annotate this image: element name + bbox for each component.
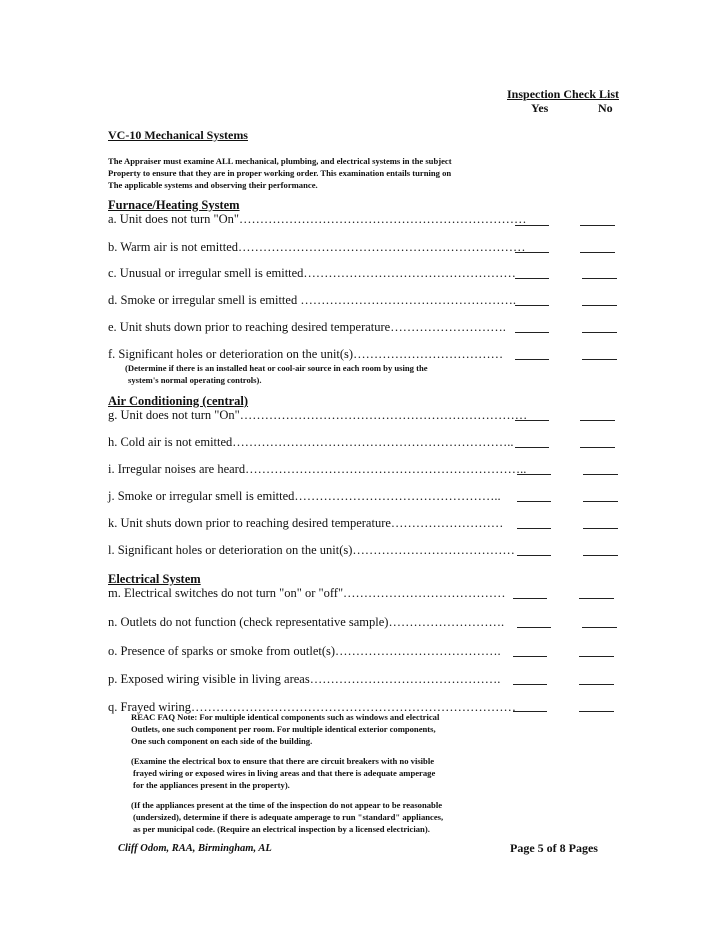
checklist-item: d. Smoke or irregular smell is emitted ……………………………………………. xyxy=(108,293,516,307)
no-checkbox-blank[interactable] xyxy=(582,278,617,279)
yes-checkbox-blank[interactable] xyxy=(513,684,547,685)
footer-page-number: Page 5 of 8 Pages xyxy=(510,841,598,855)
checklist-title: Inspection Check List xyxy=(507,87,620,101)
checklist-item: p. Exposed wiring visible in living areas………………………………………. xyxy=(108,672,501,686)
electrical-box-note-line-1: (Examine the electrical box to ensure that there are circuit breakers with no visible xyxy=(131,756,435,766)
electrical-box-note-line-2: frayed wiring or exposed wires in living areas and that there is adequate amperage xyxy=(133,768,436,778)
checklist-item: o. Presence of sparks or smoke from outlet(s)…………………………………. xyxy=(108,644,501,658)
yes-checkbox-blank[interactable] xyxy=(515,447,549,448)
no-checkbox-blank[interactable] xyxy=(583,501,618,502)
no-checkbox-blank[interactable] xyxy=(579,711,614,712)
checklist-item: n. Outlets do not function (check representative sample)………………………. xyxy=(108,615,505,629)
no-checkbox-blank[interactable] xyxy=(583,555,618,556)
checklist-item: h. Cold air is not emitted………………………………………………………….. xyxy=(108,435,514,449)
no-checkbox-blank[interactable] xyxy=(579,684,614,685)
intro-line-2: Property to ensure that they are in proper working order. This examination entails turning on xyxy=(108,168,452,178)
no-checkbox-blank[interactable] xyxy=(582,305,617,306)
no-checkbox-blank[interactable] xyxy=(580,252,615,253)
no-checkbox-blank[interactable] xyxy=(582,627,617,628)
yes-checkbox-blank[interactable] xyxy=(517,528,551,529)
checklist-item: g. Unit does not turn "On"…………………………………………………………… xyxy=(108,408,528,422)
furnace-note-line-1: (Determine if there is an installed heat or cool-air source in each room by using the xyxy=(125,363,428,373)
amperage-note-line-1: (If the appliances present at the time of the inspection do not appear to be reasonable xyxy=(131,800,443,810)
no-checkbox-blank[interactable] xyxy=(580,420,615,421)
yes-checkbox-blank[interactable] xyxy=(513,656,547,657)
no-checkbox-blank[interactable] xyxy=(580,447,615,448)
section-title-furnace: Furnace/Heating System xyxy=(108,198,240,212)
amperage-note-line-2: (undersized), determine if there is adequate amperage to run "standard" appliances, xyxy=(133,812,444,822)
checklist-item: l. Significant holes or deterioration on the unit(s)………………………………… xyxy=(108,543,515,557)
checklist-item: m. Electrical switches do not turn "on" or "off"………………………………… xyxy=(108,586,506,600)
furnace-note-line-2: system's normal operating controls). xyxy=(128,375,262,385)
yes-checkbox-blank[interactable] xyxy=(515,420,549,421)
no-checkbox-blank[interactable] xyxy=(579,656,614,657)
yes-checkbox-blank[interactable] xyxy=(515,332,549,333)
yes-checkbox-blank[interactable] xyxy=(513,711,547,712)
no-checkbox-blank[interactable] xyxy=(582,332,617,333)
checklist-item: j. Smoke or irregular smell is emitted………………………………………….. xyxy=(108,489,501,503)
no-checkbox-blank[interactable] xyxy=(579,598,614,599)
reac-note-line-3: One such component on each side of the building. xyxy=(131,736,313,746)
checklist-item: q. Frayed wiring…………………………………………………………………… xyxy=(108,700,516,714)
yes-checkbox-blank[interactable] xyxy=(513,598,547,599)
no-checkbox-blank[interactable] xyxy=(580,225,615,226)
footer-author: Cliff Odom, RAA, Birmingham, AL xyxy=(118,843,272,854)
yes-checkbox-blank[interactable] xyxy=(517,627,551,628)
no-checkbox-blank[interactable] xyxy=(583,474,618,475)
yes-checkbox-blank[interactable] xyxy=(515,359,549,360)
yes-checkbox-blank[interactable] xyxy=(515,225,549,226)
yes-checkbox-blank[interactable] xyxy=(517,474,551,475)
no-column-header: No xyxy=(598,101,613,115)
checklist-item: e. Unit shuts down prior to reaching desired temperature………………………. xyxy=(108,320,506,334)
reac-note-line-2: Outlets, one such component per room. For multiple identical exterior components, xyxy=(131,724,436,734)
yes-checkbox-blank[interactable] xyxy=(517,501,551,502)
electrical-box-note-line-3: for the appliances present in the property). xyxy=(133,780,290,790)
checklist-item: k. Unit shuts down prior to reaching desired temperature……………………… xyxy=(108,516,504,530)
yes-column-header: Yes xyxy=(531,101,549,115)
yes-checkbox-blank[interactable] xyxy=(515,305,549,306)
section-title-electrical: Electrical System xyxy=(108,572,201,586)
checklist-item: i. Irregular noises are heard………………………………………………………….. xyxy=(108,462,527,476)
amperage-note-line-3: as per municipal code. (Require an electrical inspection by a licensed electrician). xyxy=(133,824,430,834)
intro-line-3: The applicable systems and observing their performance. xyxy=(108,180,318,190)
checklist-item: c. Unusual or irregular smell is emitted…………………………………………… xyxy=(108,266,516,280)
intro-line-1: The Appraiser must examine ALL mechanical, plumbing, and electrical systems in the subject xyxy=(108,156,452,166)
section-title-ac: Air Conditioning (central) xyxy=(108,394,249,408)
checklist-item: b. Warm air is not emitted…………………………………………………………… xyxy=(108,240,526,254)
no-checkbox-blank[interactable] xyxy=(582,359,617,360)
reac-note-line-1: REAC FAQ Note: For multiple identical components such as windows and electrical xyxy=(131,712,440,722)
doc-title: VC-10 Mechanical Systems xyxy=(108,128,248,142)
checklist-item: f. Significant holes or deterioration on the unit(s)……………………………… xyxy=(108,347,504,361)
yes-checkbox-blank[interactable] xyxy=(517,555,551,556)
yes-checkbox-blank[interactable] xyxy=(515,278,549,279)
checklist-item: a. Unit does not turn "On"…………………………………………………………… xyxy=(108,212,527,226)
no-checkbox-blank[interactable] xyxy=(583,528,618,529)
yes-checkbox-blank[interactable] xyxy=(515,252,549,253)
